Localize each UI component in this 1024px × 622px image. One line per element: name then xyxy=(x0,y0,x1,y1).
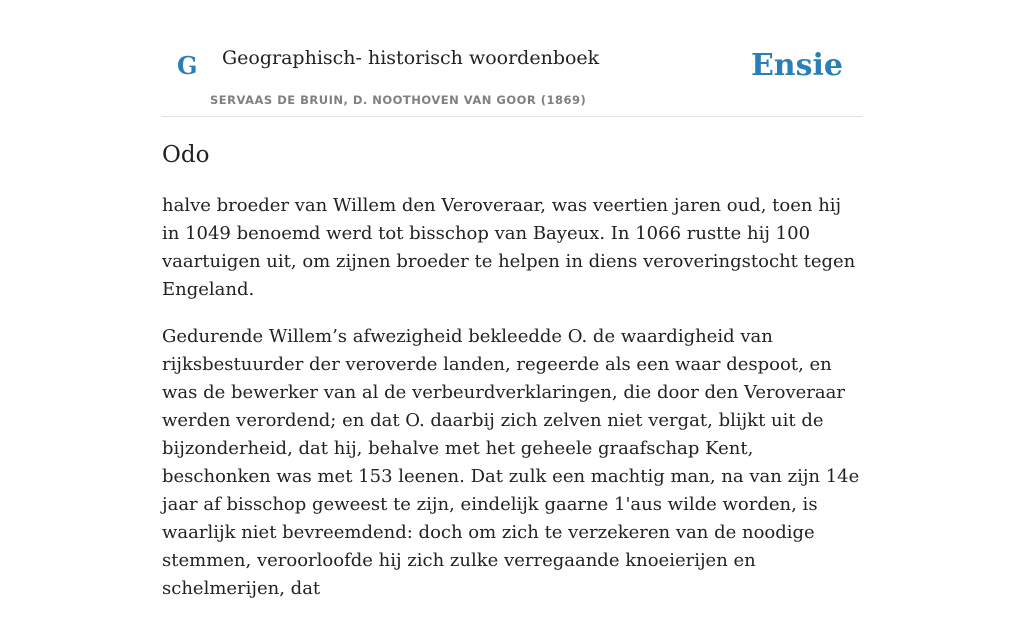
book-title[interactable]: Geographisch- historisch woordenboek xyxy=(222,47,600,69)
entry-title: Odo xyxy=(162,142,210,168)
entry-body xyxy=(162,192,862,622)
content-container xyxy=(162,0,862,599)
dictionary-header xyxy=(162,0,862,117)
book-author: SERVAAS DE BRUIN, D. NOOTHOVEN VAN GOOR (1869) xyxy=(210,93,587,107)
entry-paragraph: halve broeder van Willem den Veroveraar, was veertien jaren oud, toen hij in 1049 benoemd werd tot bisschop van Bayeux. In 1066 rustte hij 100 vaartuigen uit, om zijnen broeder te helpen in diens veroveringstocht tegen Engeland. xyxy=(162,195,856,300)
dictionary-logo[interactable]: G xyxy=(177,51,198,80)
entry-paragraph: Gedurende Willem’s afwezigheid bekleedde O. de waardigheid van rijksbestuurder der veroverde landen, regeerde als een waar despoot, en was de bewerker van al de verbeurdverklaringen, die door den Veroveraar werden verordend; en dat O. daarbij zich zelven niet vergat, blijkt uit de bijzonderheid, dat hij, behalve met het geheele graafschap Kent, beschonken was met 153 leenen. Dat zulk een machtig man, na van zijn 14e jaar af bisschop geweest te zijn, eindelijk gaarne 1'aus wilde worden, is waarlijk niet bevreemdend: doch om zich te verzekeren van de noodige stemmen, veroorloofde hij zich zulke verregaande knoeierijen en schelmerijen, dat xyxy=(162,326,860,599)
ensie-logo[interactable]: Ensie xyxy=(750,48,843,83)
